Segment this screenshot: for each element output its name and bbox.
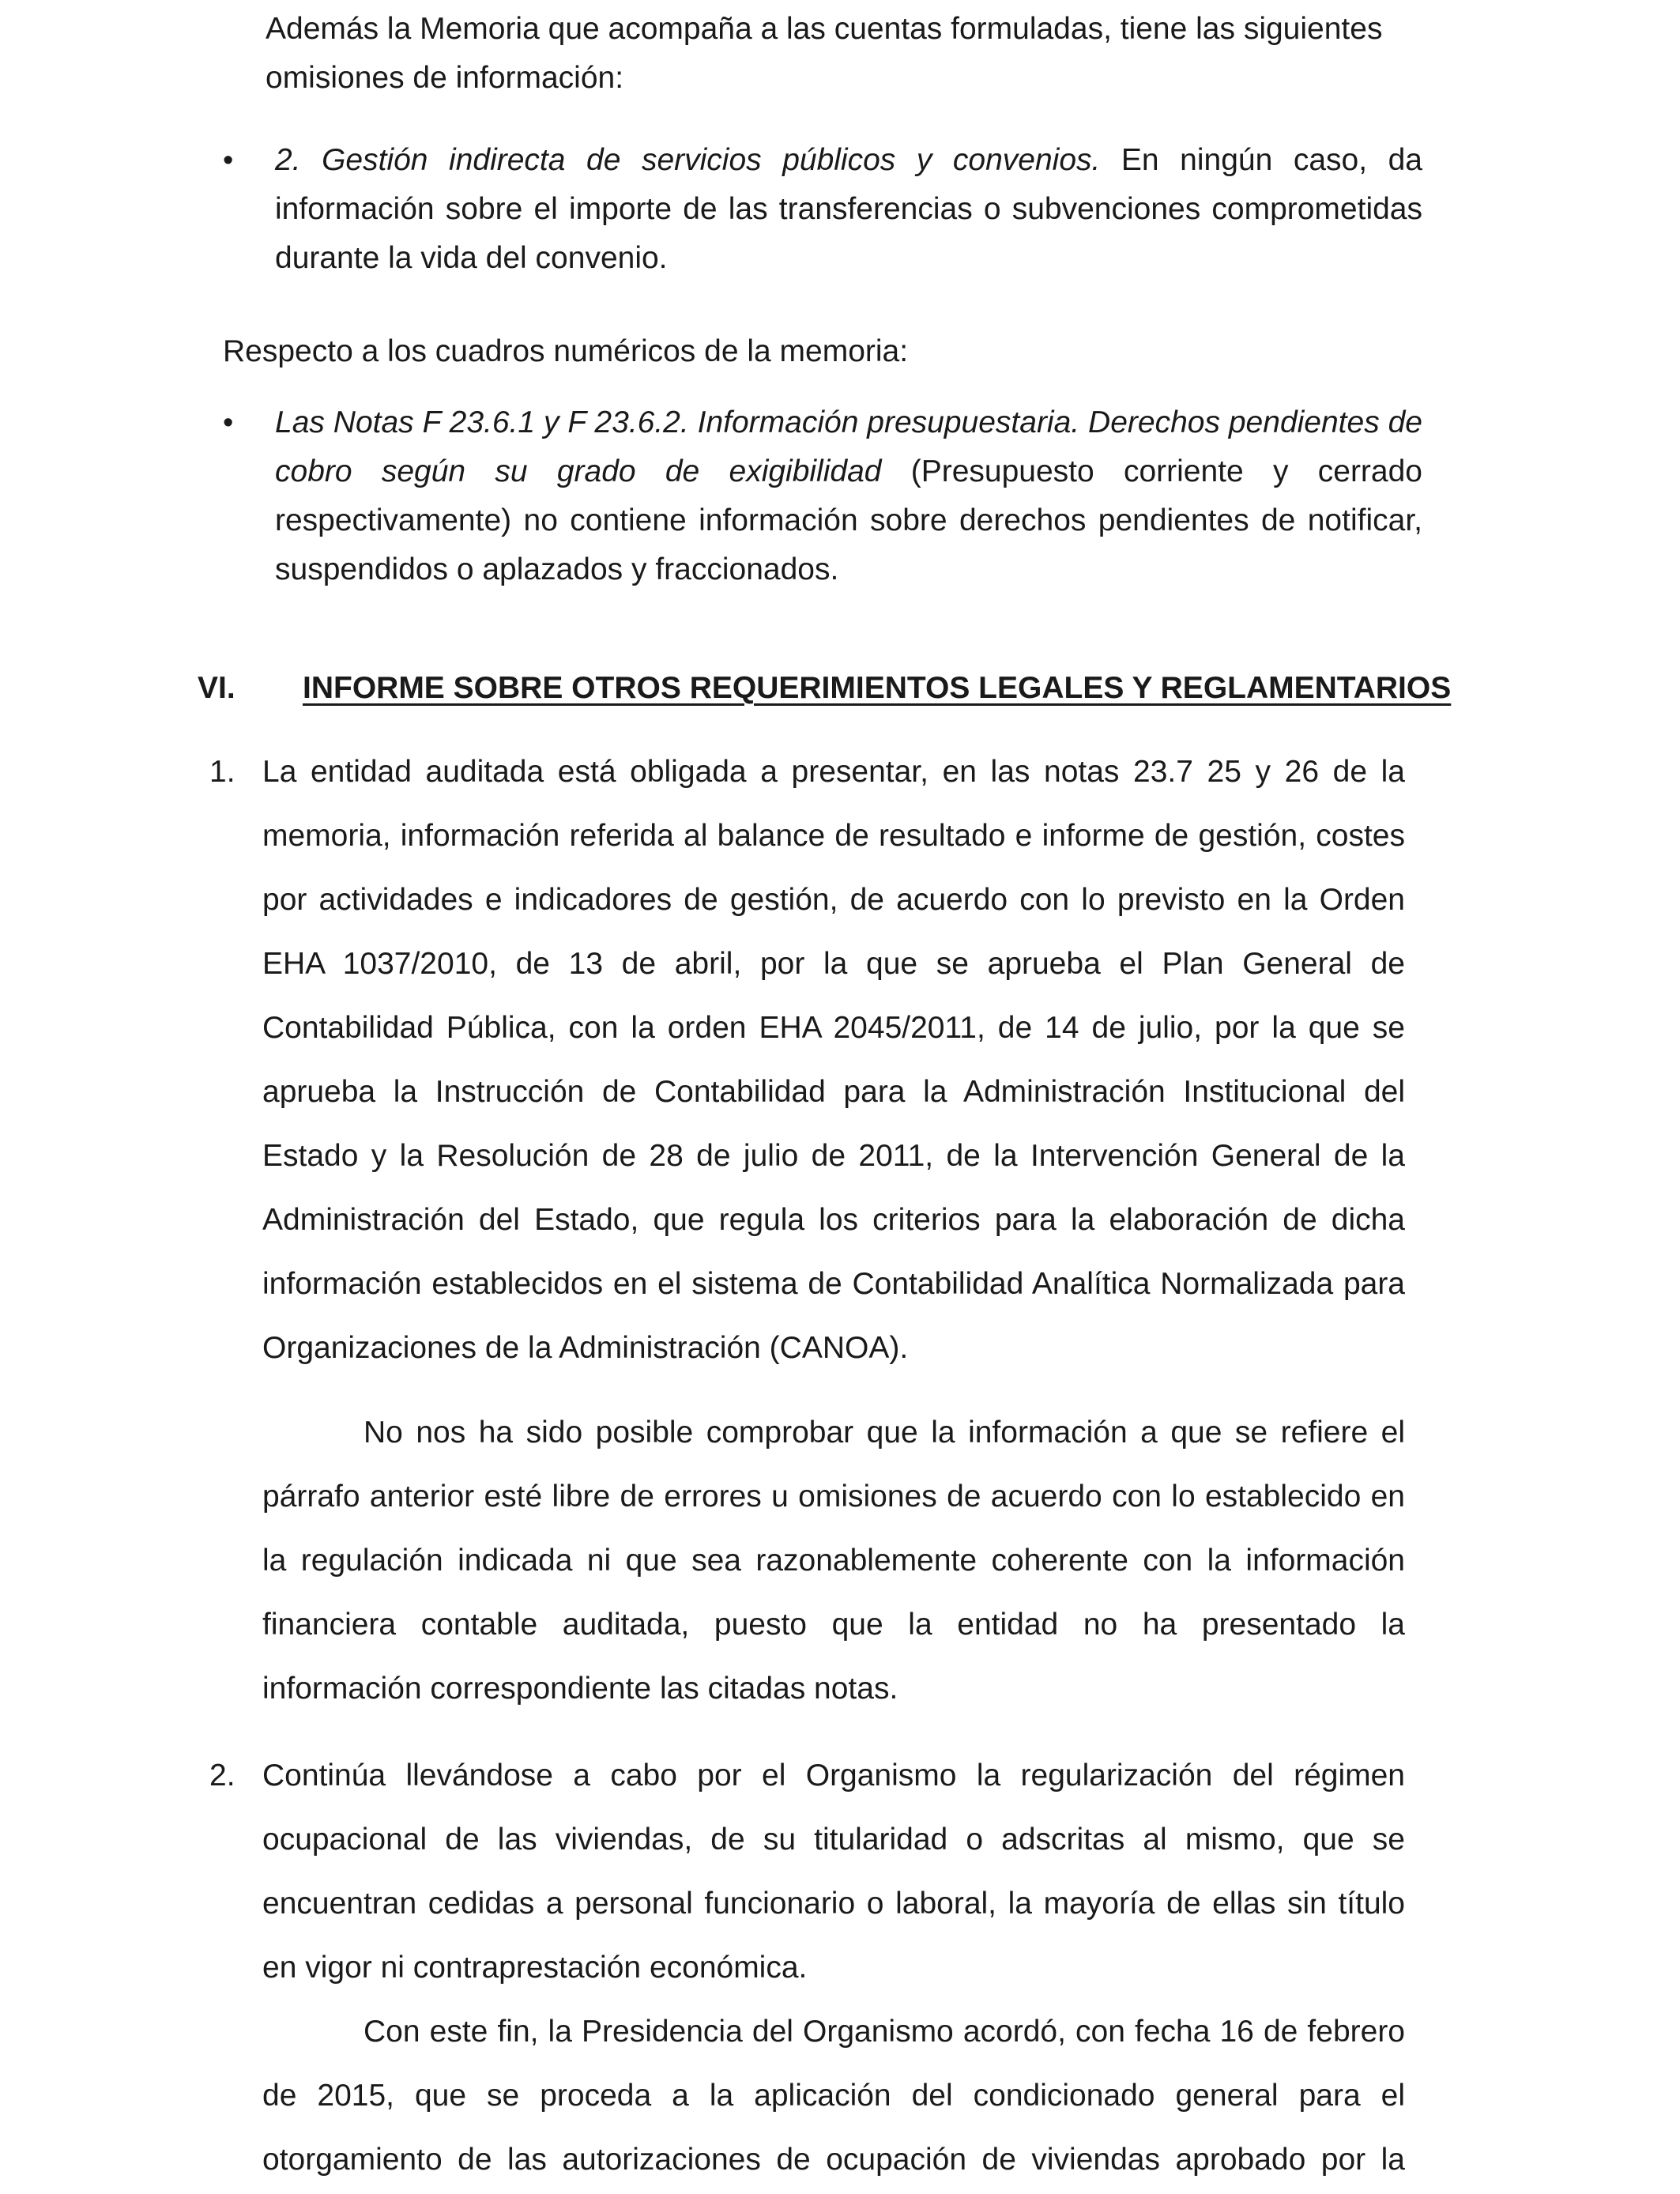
respecto-line: Respecto a los cuadros numéricos de la memoria: — [223, 334, 909, 368]
item-1-number: 1. — [209, 755, 235, 789]
bullet-2-italic: Las Notas F 23.6.1 y F 23.6.2. Información presupuestaria. Derechos pendientes de cobro según su grado de exigibilidad — [275, 405, 1422, 488]
section-title: INFORME SOBRE OTROS REQUERIMIENTOS LEGALES Y REGLAMENTARIOS — [303, 671, 1452, 705]
bullet-1-normal: En ningún caso, da información sobre el importe de las transferencias o subvenciones comprometidas durante la vida del convenio. — [275, 143, 1422, 275]
item-1-text: La entidad auditada está obligada a presentar, en las notas 23.7 25 y 26 de la memoria, información referida al balance de resultado e informe de gestión, costes por actividades e indicadores de gestión, de acuerdo con lo previsto en la Orden EHA 1037/2010, de 13 de abril, por la que se aprueba el Plan General de Contabilidad Pública, con la orden EHA 2045/2011, de 14 de julio, por la que se aprueba la Instrucción de Contabilidad para la Administración Institucional del Estado y la Resolución de 28 de julio de 2011, de la Intervención General de la Administración del Estado, que regula los criterios para la elaboración de dicha información establecidos en el sistema de Contabilidad Analítica Normalizada para Organizaciones de la Administración (CANOA). — [262, 755, 1405, 1365]
bullet-1-text — [275, 136, 1422, 283]
bullet-1-italic: 2. Gestión indirecta de servicios públicos y convenios. — [275, 143, 1101, 177]
bullet-1-symbol: • — [223, 144, 234, 177]
bullet-2-normal: (Presupuesto corriente y cerrado respectivamente) no contiene información sobre derechos pendientes de notificar, suspendidos o aplazados y fraccionados. — [275, 454, 1422, 586]
bullet-2-symbol: • — [223, 406, 234, 439]
item-2-number: 2. — [209, 1759, 235, 1793]
section-number: VI. — [198, 671, 235, 705]
item-2-text: Continúa llevándose a cabo por el Organismo la regularización del régimen ocupacional de las viviendas, de su titularidad o adscritas al mismo, que se encuentran cedidas a personal funcionario o laboral, la mayoría de ellas sin título en vigor ni contraprestación económica. — [262, 1759, 1405, 1985]
intro-line-1: Además la Memoria que acompaña a las cuentas formuladas, tiene las siguientes — [266, 12, 1383, 46]
item-2-paragraph-2: Con este fin, la Presidencia del Organismo acordó, con fecha 16 de febrero de 2015, que se proceda a la aplicación del condicionado general para el otorgamiento de las autorizaciones de ocupación de viviendas aprobado por la — [262, 2015, 1405, 2177]
item-1-paragraph-2: No nos ha sido posible comprobar que la información a que se refiere el párrafo anterior esté libre de errores u omisiones de acuerdo con lo establecido en la regulación indicada ni que sea razonablemente coherente con la información financiera contable auditada, puesto que la entidad no ha presentado la información correspondiente las citadas notas. — [262, 1416, 1405, 1706]
intro-line-2: omisiones de información: — [266, 61, 624, 95]
intro-paragraph — [266, 5, 1419, 103]
bullet-2-text — [275, 398, 1422, 594]
